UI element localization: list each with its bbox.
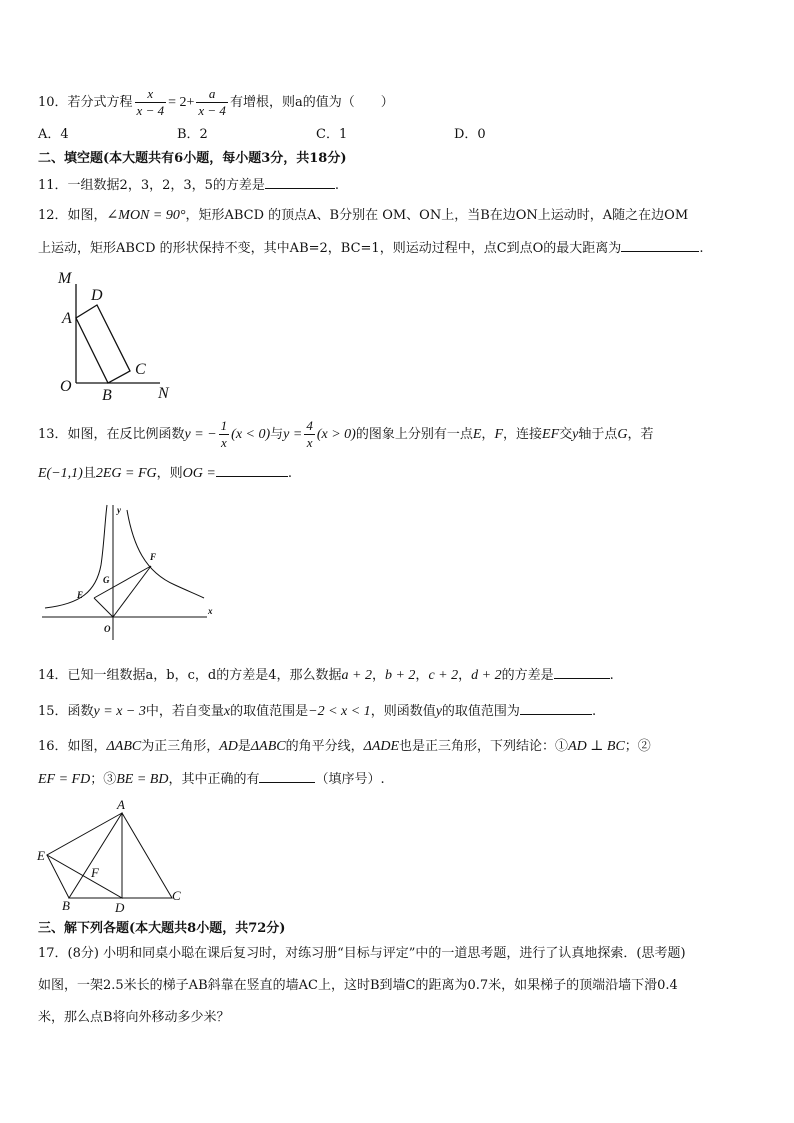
q17-line-1: 17．(8分) 小明和同桌小聪在课后复习时，对练习册“目标与评定”中的一道思考题，进行了认真地探索．(思考题) [38, 946, 686, 961]
q15-line: 15．函数y = x − 3中，若自变量x的取值范围是−2 < x < 1，则函数值y的取值范围为 . [38, 700, 596, 722]
q13-label-e: E [77, 590, 84, 600]
q10-option-d: D．0 [454, 127, 486, 142]
q13-label-y: y [117, 505, 121, 515]
q13-line-2: E(−1,1)且2EG = FG，则OG = . [38, 462, 292, 484]
q10-option-a: A．4 [38, 127, 69, 142]
q17-line-2: 如图，一架2.5米长的梯子AB斜靠在竖直的墙AC上，这时B到墙C的距离为0.7米，如果梯子的顶端沿墙下滑0.4 [38, 978, 678, 993]
q17-line-3: 米，那么点B将向外移动多少米？ [38, 1010, 230, 1025]
q12-line-1: 12．如图，∠MON = 90°，矩形ABCD 的顶点A、B分别在 OM、ON上，当B在边ON上运动时，A随之在边OM [38, 208, 689, 223]
q16-label-c: C [172, 888, 181, 903]
q12-label-a: A [62, 310, 72, 327]
q10-equals: = 2+ [168, 95, 195, 110]
q13-label-f: F [150, 552, 157, 562]
q10-fraction-1: $\frac{x}{x - 4}$ [136, 86, 165, 118]
section3-heading: 三、解下列各题(本大题共8小题，共72分) [38, 921, 286, 936]
q13-fraction-2: $\frac{4}{x}$ [306, 418, 313, 450]
q16-triangle-abc [69, 813, 172, 898]
q11-text: 11．一组数据2，3，2，3，5的方差是 [38, 178, 265, 193]
q10-fraction-2: $\frac{a}{x - 4}$ [198, 86, 226, 118]
q16-label-e: E [37, 848, 45, 863]
section2-heading: 二、填空题(本大题共有6小题，每小题3分，共18分) [38, 151, 347, 166]
q12-label-d: D [91, 287, 103, 304]
q10-suffix: 有增根，则a的值为（ ） [229, 95, 394, 110]
q12-label-o: O [60, 378, 72, 395]
q12-angle-math: ∠MON = 90° [106, 208, 186, 223]
q13-label-x: x [208, 606, 213, 616]
q13-fraction-1: $\frac{1}{x}$ [220, 418, 228, 450]
q13-label-o: O [104, 624, 111, 634]
q16-line-2: EF = FD；③BE = BD，其中正确的有 （填序号）. [38, 768, 385, 790]
q16-label-d: D [115, 900, 125, 915]
q10-option-c: C．1 [316, 127, 348, 142]
q16-line-1: 16．如图，ΔABC为正三角形，AD是ΔABC的角平分线，ΔADE也是正三角形，下列结论：①AD ⊥ BC；② [38, 739, 651, 754]
q10-prefix: 10．若分式方程 [38, 95, 133, 110]
q16-triangle-ade [47, 813, 122, 898]
q13-label-g: G [103, 575, 110, 585]
q12-label-b: B [102, 387, 112, 404]
q11-line: 11．一组数据2，3，2，3，5的方差是 . [38, 174, 339, 196]
q16-label-b: B [62, 898, 70, 913]
q13-line-1: 13．如图，在反比例函数y = − $\frac{1}{x}$ (x < 0)与y = $\frac{4}{x}$ (x > 0)的图象上分别有一点E，F，连接EF交y轴于点G，若 [38, 418, 654, 450]
q12-label-c: C [135, 361, 146, 378]
q10-option-b: B．2 [177, 127, 208, 142]
q12-label-n: N [158, 385, 169, 402]
q14-line: 14．已知一组数据a，b，c，d的方差是4，那么数据a + 2，b + 2，c + 2，d + 2的方差是 . [38, 664, 614, 686]
q12-label-m: M [58, 270, 72, 287]
q16-label-f: F [91, 865, 99, 880]
q12-line-2: 上运动，矩形ABCD 的形状保持不变，其中AB=2，BC=1，则运动过程中，点C到点O的最大距离为 . [38, 237, 703, 259]
q16-label-a: A [117, 797, 125, 812]
